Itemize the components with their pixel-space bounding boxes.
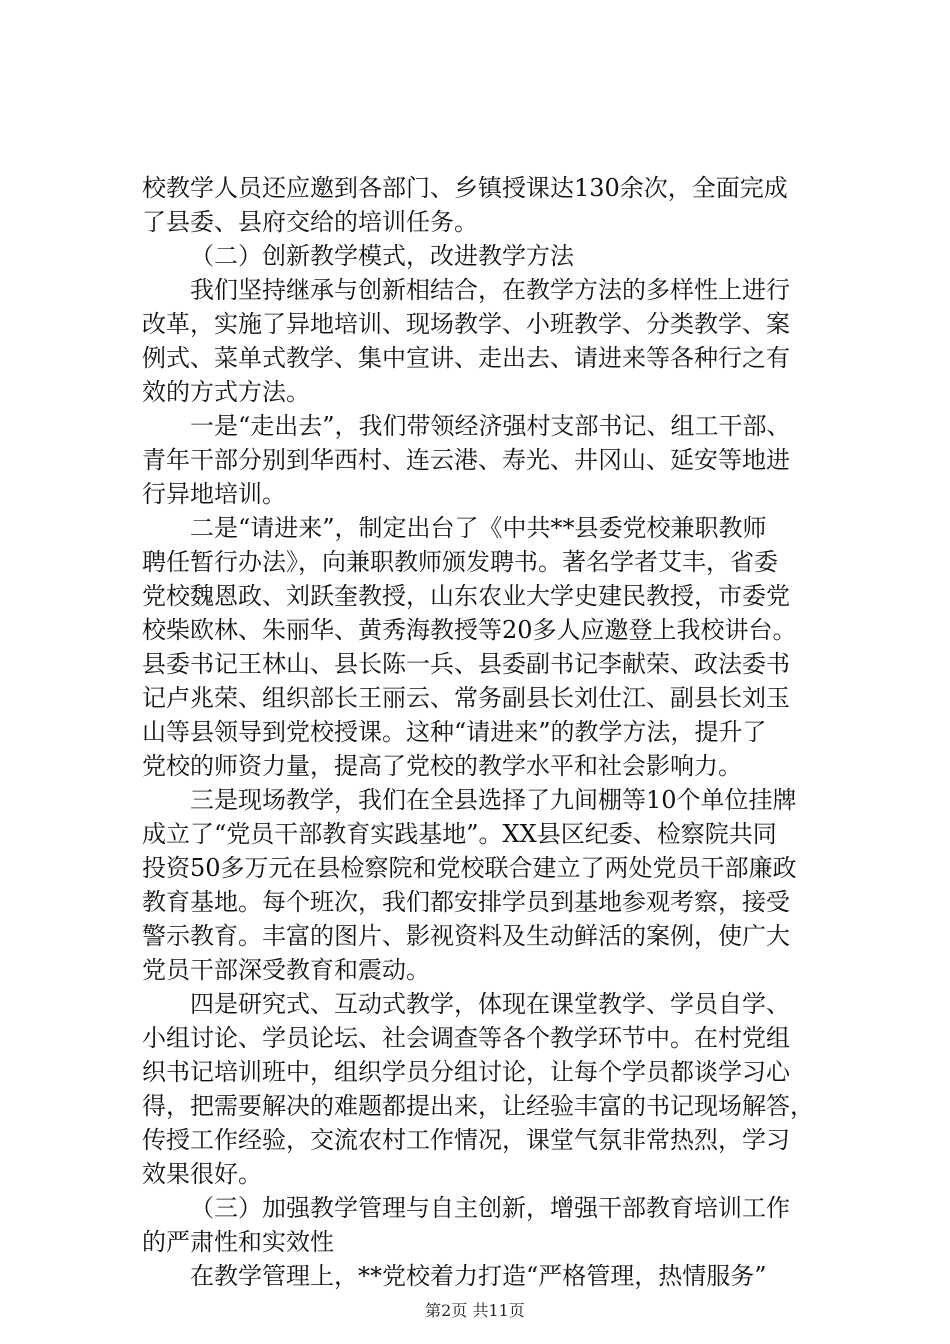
body-line: 行异地培训。 (142, 480, 286, 508)
body-line: 党校的师资力量，提高了党校的教学水平和社会影响力。 (142, 752, 742, 780)
body-line: 改革，实施了异地培训、现场教学、小班教学、分类教学、案 (142, 310, 790, 338)
body-line: 了县委、县府交给的培训任务。 (142, 208, 478, 236)
body-line: 投资50多万元在县检察院和党校联合建立了两处党员干部廉政 (142, 854, 797, 882)
body-line: 警示教育。丰富的图片、影视资料及生动鲜活的案例，使广大 (142, 922, 790, 950)
body-line: 效果很好。 (142, 1160, 262, 1188)
body-line: 党员干部深受教育和震动。 (142, 956, 430, 984)
body-line: 党校魏恩政、刘跃奎教授，山东农业大学史建民教授，市委党 (142, 582, 790, 610)
body-line: 在教学管理上，**党校着力打造“严格管理，热情服务” (190, 1262, 767, 1290)
body-line: 县委书记王林山、县长陈一兵、县委副书记李献荣、政法委书 (142, 650, 790, 678)
body-line: 我们坚持继承与创新相结合，在教学方法的多样性上进行 (190, 276, 790, 304)
body-line: 传授工作经验，交流农村工作情况，课堂气氛非常热烈，学习 (142, 1126, 790, 1154)
body-line: 四是研究式、互动式教学，体现在课堂教学、学员自学、 (190, 990, 790, 1018)
body-line: 记卢兆荣、组织部长王丽云、常务副县长刘仕江、副县长刘玉 (142, 684, 790, 712)
body-line: 校柴欧林、朱丽华、黄秀海教授等20多人应邀登上我校讲台。 (142, 616, 797, 644)
body-line: 聘任暂行办法》，向兼职教师颁发聘书。著名学者艾丰，省委 (142, 548, 778, 576)
page-footer: 第2页 共11页 (425, 1301, 525, 1320)
body-line: 例式、菜单式教学、集中宣讲、走出去、请进来等各种行之有 (142, 344, 790, 372)
body-line: 小组讨论、学员论坛、社会调查等各个教学环节中。在村党组 (142, 1024, 790, 1052)
body-line: 青年干部分别到华西村、连云港、寿光、井冈山、延安等地进 (142, 446, 790, 474)
body-line: 得，把需要解决的难题都提出来，让经验丰富的书记现场解答， (142, 1092, 814, 1120)
section-heading: （二）创新教学模式，改进教学方法 (190, 242, 574, 270)
body-line: 二是“请进来”，制定出台了《中共**县委党校兼职教师 (190, 514, 767, 542)
body-line: 山等县领导到党校授课。这种“请进来”的教学方法，提升了 (142, 718, 767, 746)
body-line: 教育基地。每个班次，我们都安排学员到基地参观考察，接受 (142, 888, 790, 916)
section-heading: 的严肃性和实效性 (142, 1228, 334, 1256)
body-line: 织书记培训班中，组织学员分组讨论，让每个学员都谈学习心 (142, 1058, 790, 1086)
body-line: 成立了“党员干部教育实践基地”。XX县区纪委、检察院共同 (142, 820, 777, 848)
body-line: 校教学人员还应邀到各部门、乡镇授课达130余次，全面完成 (142, 174, 788, 202)
body-line: 效的方式方法。 (142, 378, 310, 406)
body-line: 三是现场教学，我们在全县选择了九间棚等10个单位挂牌 (190, 786, 797, 814)
section-heading: （三）加强教学管理与自主创新，增强干部教育培训工作 (190, 1194, 790, 1222)
body-line: 一是“走出去”，我们带领经济强村支部书记、组工干部、 (190, 412, 791, 440)
